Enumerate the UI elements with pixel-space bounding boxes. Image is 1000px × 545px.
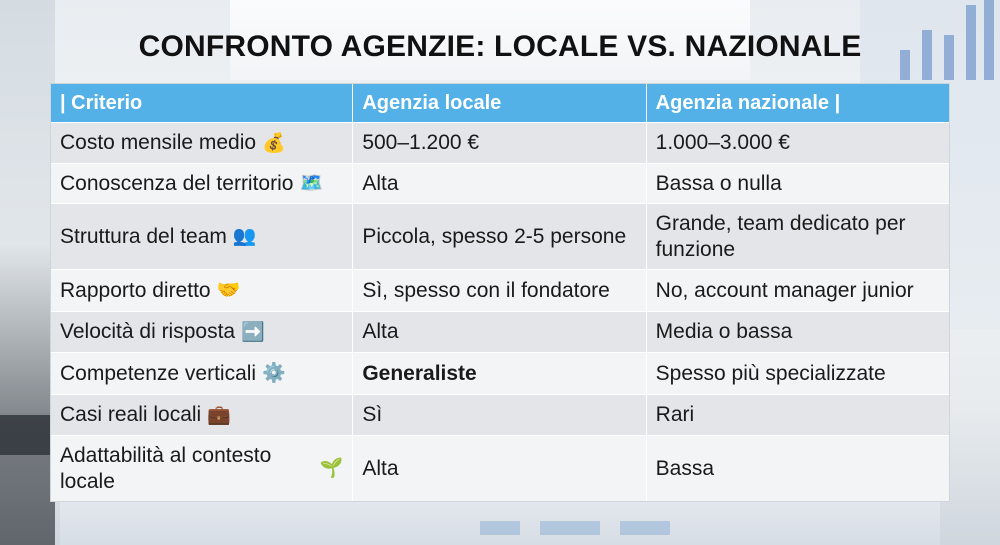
row-criterio: Casi reali locali 💼 <box>51 395 352 435</box>
row-nazionale: 1.000–3.000 € <box>646 123 949 163</box>
table-row <box>51 122 949 163</box>
row-locale: Alta <box>352 436 645 501</box>
row-locale: Alta <box>352 312 645 352</box>
team-icon: 👥 <box>232 226 257 247</box>
row-criterio: Velocità di risposta ➡️ <box>51 312 352 352</box>
table-header-row <box>51 84 949 122</box>
row-locale: Generaliste <box>352 353 645 394</box>
background-device <box>0 415 50 455</box>
table-row <box>51 435 949 501</box>
row-nazionale: Bassa <box>646 436 949 501</box>
table-row <box>51 352 949 394</box>
row-criterio: Adattabilità al contesto locale 🌱 <box>51 436 352 501</box>
row-criterio: Competenze verticali ⚙️ <box>51 353 352 394</box>
row-nazionale: Bassa o nulla <box>646 164 949 203</box>
table-row <box>51 394 949 435</box>
row-criterio: Struttura del team 👥 <box>51 204 352 269</box>
row-nazionale: No, account manager junior <box>646 270 949 311</box>
row-locale: Alta <box>352 164 645 203</box>
row-locale: Piccola, spesso 2-5 persone <box>352 204 645 269</box>
row-nazionale: Spesso più specializzate <box>646 353 949 394</box>
page-title: CONFRONTO AGENZIE: LOCALE VS. NAZIONALE <box>138 30 862 63</box>
table-row <box>51 163 949 203</box>
handshake-icon: 🤝 <box>216 280 241 301</box>
gears-icon: ⚙️ <box>262 363 286 384</box>
row-locale: Sì, spesso con il fondatore <box>352 270 645 311</box>
table-row <box>51 269 949 311</box>
header-agenzia-locale: Agenzia locale <box>352 84 645 122</box>
row-locale: 500–1.200 € <box>352 123 645 163</box>
row-nazionale: Grande, team dedicato per funzione <box>646 204 949 269</box>
row-criterio: Conoscenza del territorio 🗺️ <box>51 164 352 203</box>
row-nazionale: Rari <box>646 395 949 435</box>
background-shelf <box>0 0 55 545</box>
row-locale: Sì <box>352 395 645 435</box>
map-icon: 🗺️ <box>299 173 324 194</box>
header-criterio: | Criterio <box>51 84 352 122</box>
table-row <box>51 311 949 352</box>
background-papers <box>60 495 940 545</box>
row-nazionale: Media o bassa <box>646 312 949 352</box>
row-criterio: Costo mensile medio 💰 <box>51 123 352 163</box>
header-agenzia-nazionale: Agenzia nazionale | <box>646 84 949 122</box>
briefcase-icon: 💼 <box>207 404 231 426</box>
money-bag-icon: 💰 <box>262 132 286 154</box>
table-row <box>51 203 949 269</box>
arrow-right-icon: ➡️ <box>241 321 265 343</box>
row-criterio: Rapporto diretto 🤝 <box>51 270 352 311</box>
seedling-icon: 🌱 <box>319 458 344 479</box>
comparison-table <box>50 83 950 502</box>
